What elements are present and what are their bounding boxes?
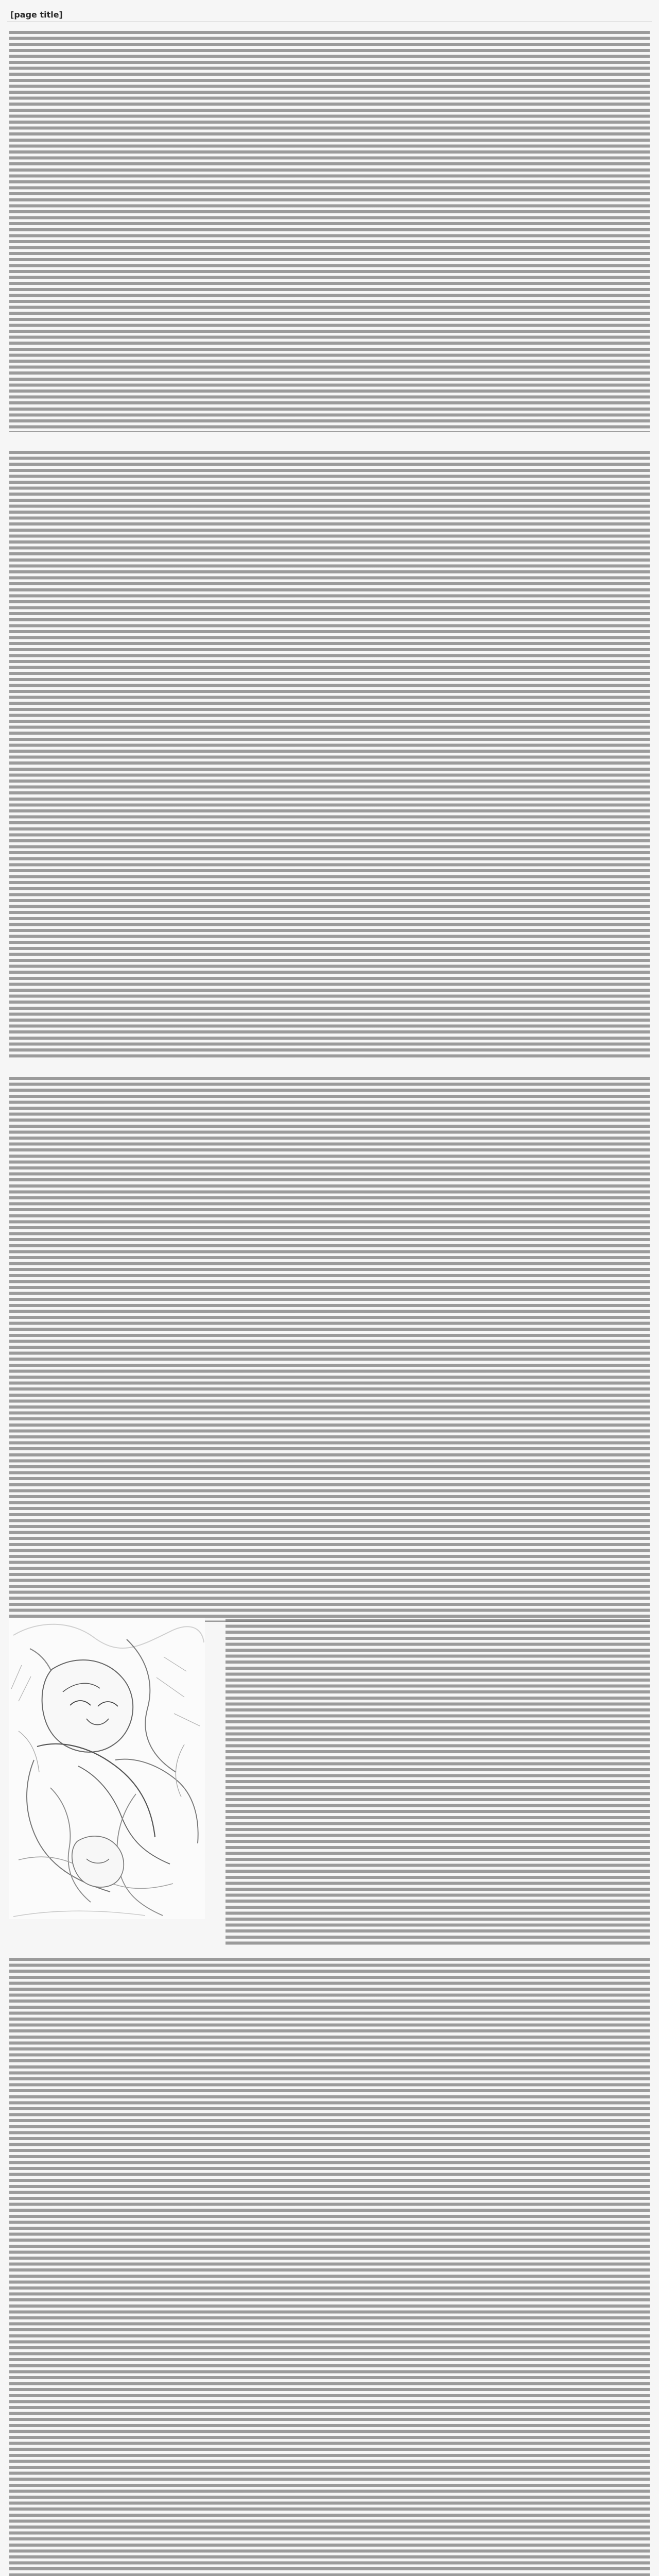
story-paragraph-4 [226,1618,650,1947]
story-paragraph-2-text [9,450,650,1058]
story-paragraph-4-text [226,1618,650,1947]
line-art-illustration [9,1618,205,1919]
story-paragraph-1 [9,30,650,432]
story-paragraph-3-text [9,1076,650,1622]
story-paragraph-1-text [9,30,650,432]
page-title: [page title] [10,10,63,20]
story-paragraph-5 [9,1957,650,2576]
story-text [9,30,650,2576]
story-paragraph-2 [9,450,650,1058]
manga-illustration [9,1618,205,1919]
story-paragraph-3 [9,1076,650,1622]
story-paragraph-5-text [9,1957,650,2576]
page-header [7,6,652,22]
